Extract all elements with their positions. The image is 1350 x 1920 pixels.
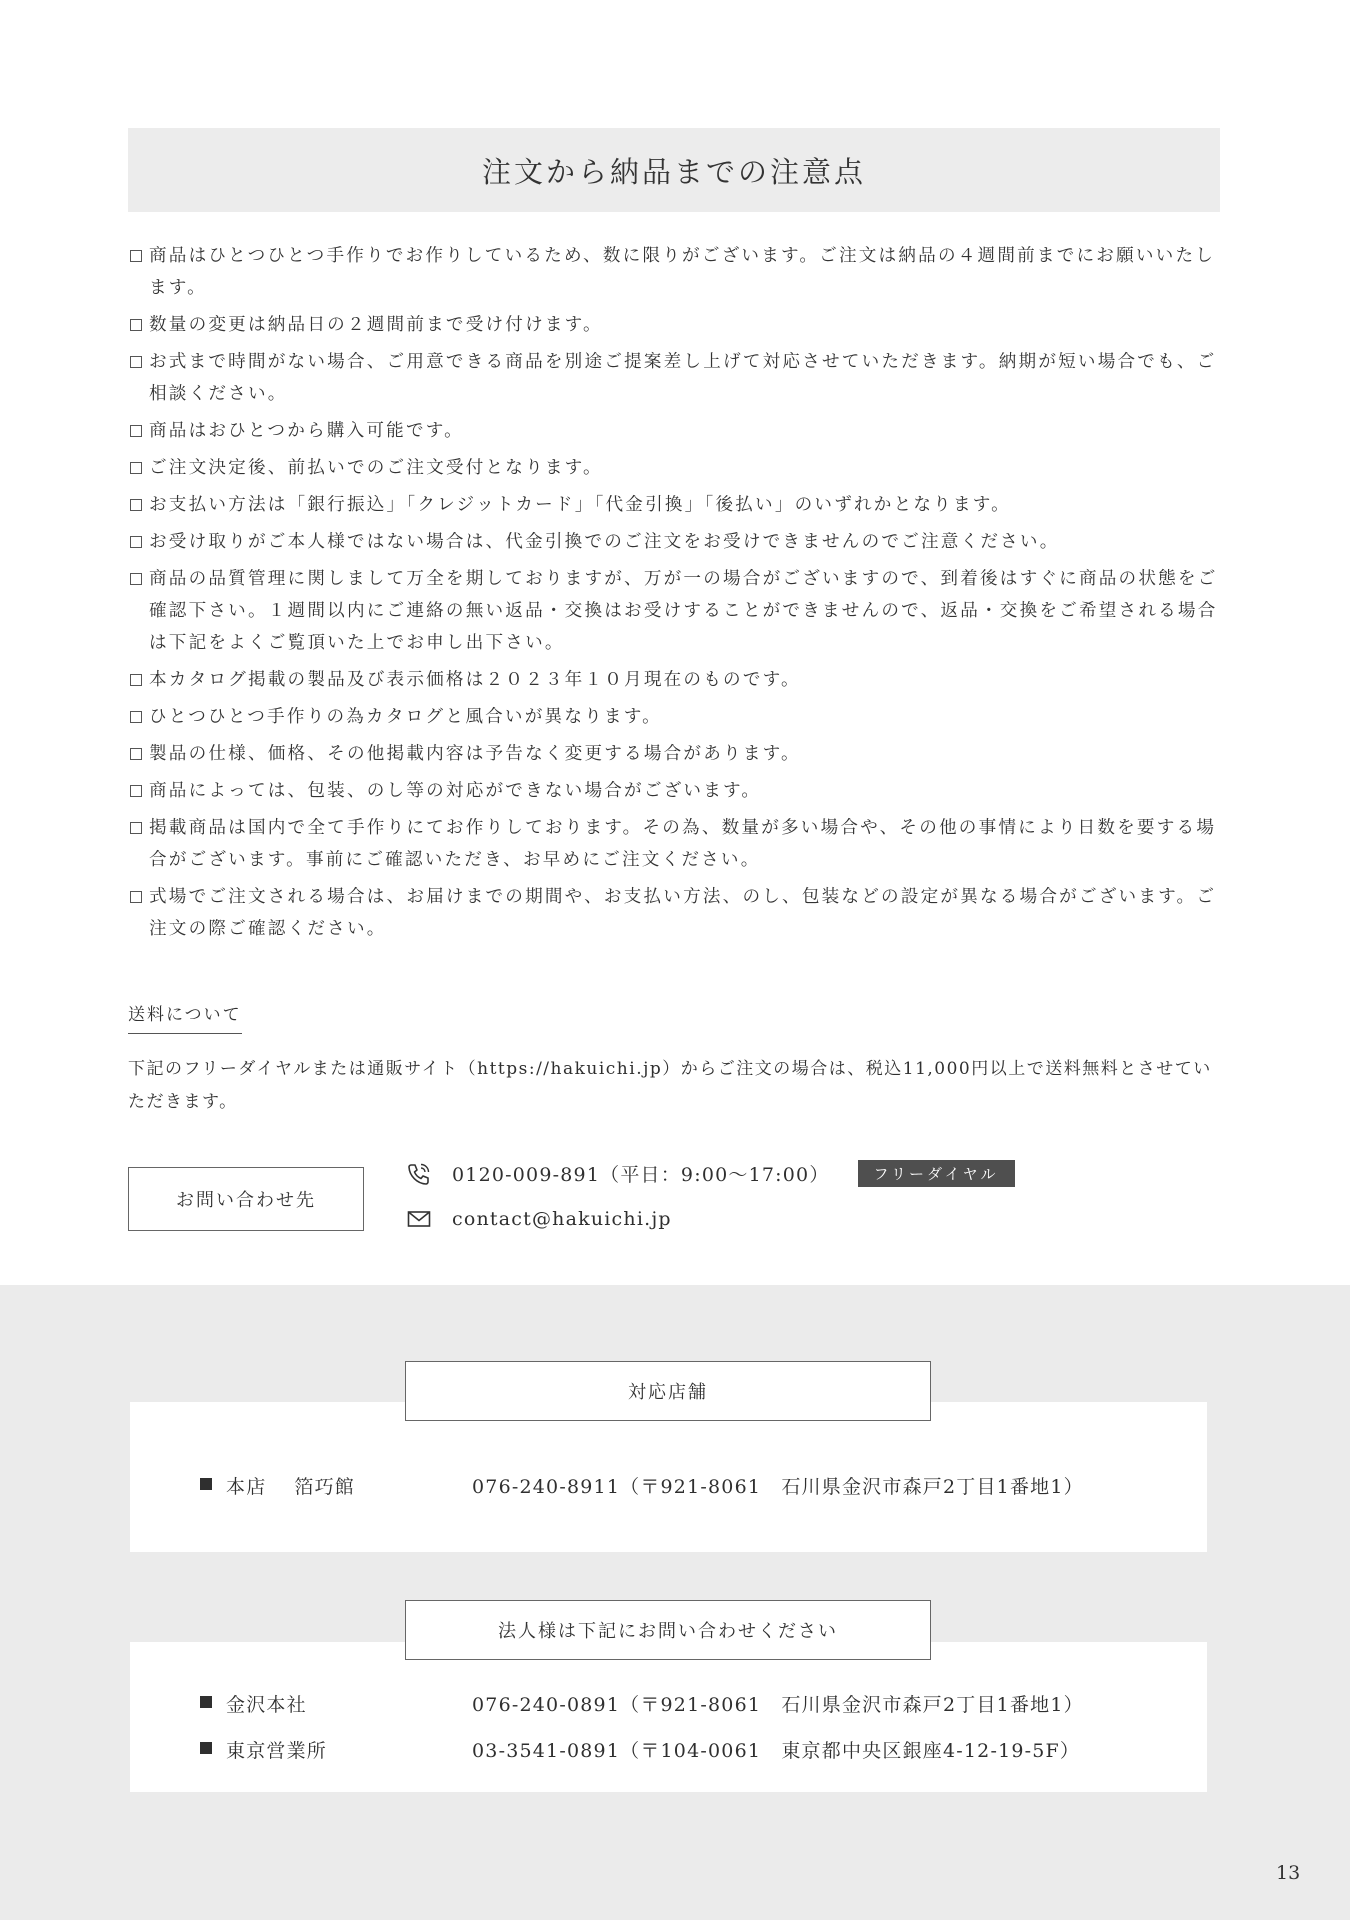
store-row-main <box>200 1472 1084 1499</box>
checkbox-icon <box>130 785 142 797</box>
corporate-label: 法人様は下記にお問い合わせください <box>405 1600 931 1660</box>
note-item: 製品の仕様、価格、その他掲載内容は予告なく変更する場合があります。 <box>130 738 1222 770</box>
notes-list <box>130 240 1222 950</box>
contact-email[interactable]: contact@hakuichi.jp <box>452 1208 672 1230</box>
bullet-square-icon <box>200 1696 212 1708</box>
note-item: お式まで時間がない場合、ご用意できる商品を別途ご提案差し上げて対応させていただきます。納期が短い場合でも、ご相談ください。 <box>130 346 1222 410</box>
shipping-text: 下記のフリーダイヤルまたは通販サイト（https://hakuichi.jp）からご注文の場合は、税込11,000円以上で送料無料とさせていただきます。 <box>128 1059 1212 1112</box>
note-item: 数量の変更は納品日の２週間前まで受け付けます。 <box>130 309 1222 341</box>
store-subname: 箔巧館 <box>294 1476 356 1498</box>
office-name: 東京営業所 <box>226 1740 328 1762</box>
note-item: ひとつひとつ手作りの為カタログと風合いが異なります。 <box>130 701 1222 733</box>
note-item: お受け取りがご本人様ではない場合は、代金引換でのご注文をお受けできませんのでご注意ください。 <box>130 526 1222 558</box>
office-info: 076-240-0891（〒921-8061 石川県金沢市森戸2丁目1番地1） <box>472 1694 1084 1716</box>
checkbox-icon <box>130 536 142 548</box>
phone-icon <box>406 1161 432 1187</box>
contact-phone[interactable]: 0120-009-891（平日：9:00〜17:00） <box>452 1164 830 1186</box>
contact-label-box: お問い合わせ先 <box>128 1167 364 1231</box>
checkbox-icon <box>130 356 142 368</box>
note-item: 掲載商品は国内で全て手作りにてお作りしております。その為、数量が多い場合や、その他の事情により日数を要する場合がございます。事前にご確認いただき、お早めにご注文ください。 <box>130 812 1222 876</box>
note-item: お支払い方法は「銀行振込」「クレジットカード」「代金引換」「後払い」のいずれかとなります。 <box>130 489 1222 521</box>
mail-icon <box>406 1206 432 1232</box>
checkbox-icon <box>130 425 142 437</box>
checkbox-icon <box>130 711 142 723</box>
checkbox-icon <box>130 822 142 834</box>
checkbox-icon <box>130 891 142 903</box>
store-name: 本店 <box>226 1476 267 1498</box>
corporate-panel <box>130 1642 1207 1792</box>
store-info: 076-240-8911（〒921-8061 石川県金沢市森戸2丁目1番地1） <box>472 1476 1084 1498</box>
contact-phone-row <box>406 1160 1015 1187</box>
title-band <box>128 128 1220 212</box>
checkbox-icon <box>130 573 142 585</box>
checkbox-icon <box>130 748 142 760</box>
shipping-heading: 送料について <box>128 1000 242 1034</box>
page-title: 注文から納品までの注意点 <box>481 154 866 189</box>
note-item: ご注文決定後、前払いでのご注文受付となります。 <box>130 452 1222 484</box>
note-item: 本カタログ掲載の製品及び表示価格は２０２３年１０月現在のものです。 <box>130 664 1222 696</box>
checkbox-icon <box>130 499 142 511</box>
free-dial-badge: フリーダイヤル <box>858 1160 1015 1187</box>
office-info: 03-3541-0891（〒104-0061 東京都中央区銀座4-12-19-5F） <box>472 1740 1081 1762</box>
note-item: 商品の品質管理に関しまして万全を期しておりますが、万が一の場合がございますので、到着後はすぐに商品の状態をご確認下さい。１週間以内にご連絡の無い返品・交換はお受けすることができませんので、返品・交換をご希望される場合は下記をよくご覧頂いた上でお申し出下さい。 <box>130 563 1222 659</box>
office-name: 金沢本社 <box>226 1694 307 1716</box>
bullet-square-icon <box>200 1478 212 1490</box>
corporate-row-kanazawa <box>200 1690 1084 1717</box>
stores-label: 対応店舗 <box>405 1361 931 1421</box>
contact-mail-row <box>406 1206 672 1232</box>
checkbox-icon <box>130 674 142 686</box>
checkbox-icon <box>130 250 142 262</box>
page-number: 13 <box>1276 1862 1301 1884</box>
note-item: 商品によっては、包装、のし等の対応ができない場合がございます。 <box>130 775 1222 807</box>
corporate-row-tokyo <box>200 1736 1080 1763</box>
checkbox-icon <box>130 319 142 331</box>
bullet-square-icon <box>200 1742 212 1754</box>
note-item: 商品はひとつひとつ手作りでお作りしているため、数に限りがございます。ご注文は納品の４週間前までにお願いいたします。 <box>130 240 1222 304</box>
checkbox-icon <box>130 462 142 474</box>
note-item: 式場でご注文される場合は、お届けまでの期間や、お支払い方法、のし、包装などの設定が異なる場合がございます。ご注文の際ご確認ください。 <box>130 881 1222 945</box>
note-item: 商品はおひとつから購入可能です。 <box>130 415 1222 447</box>
